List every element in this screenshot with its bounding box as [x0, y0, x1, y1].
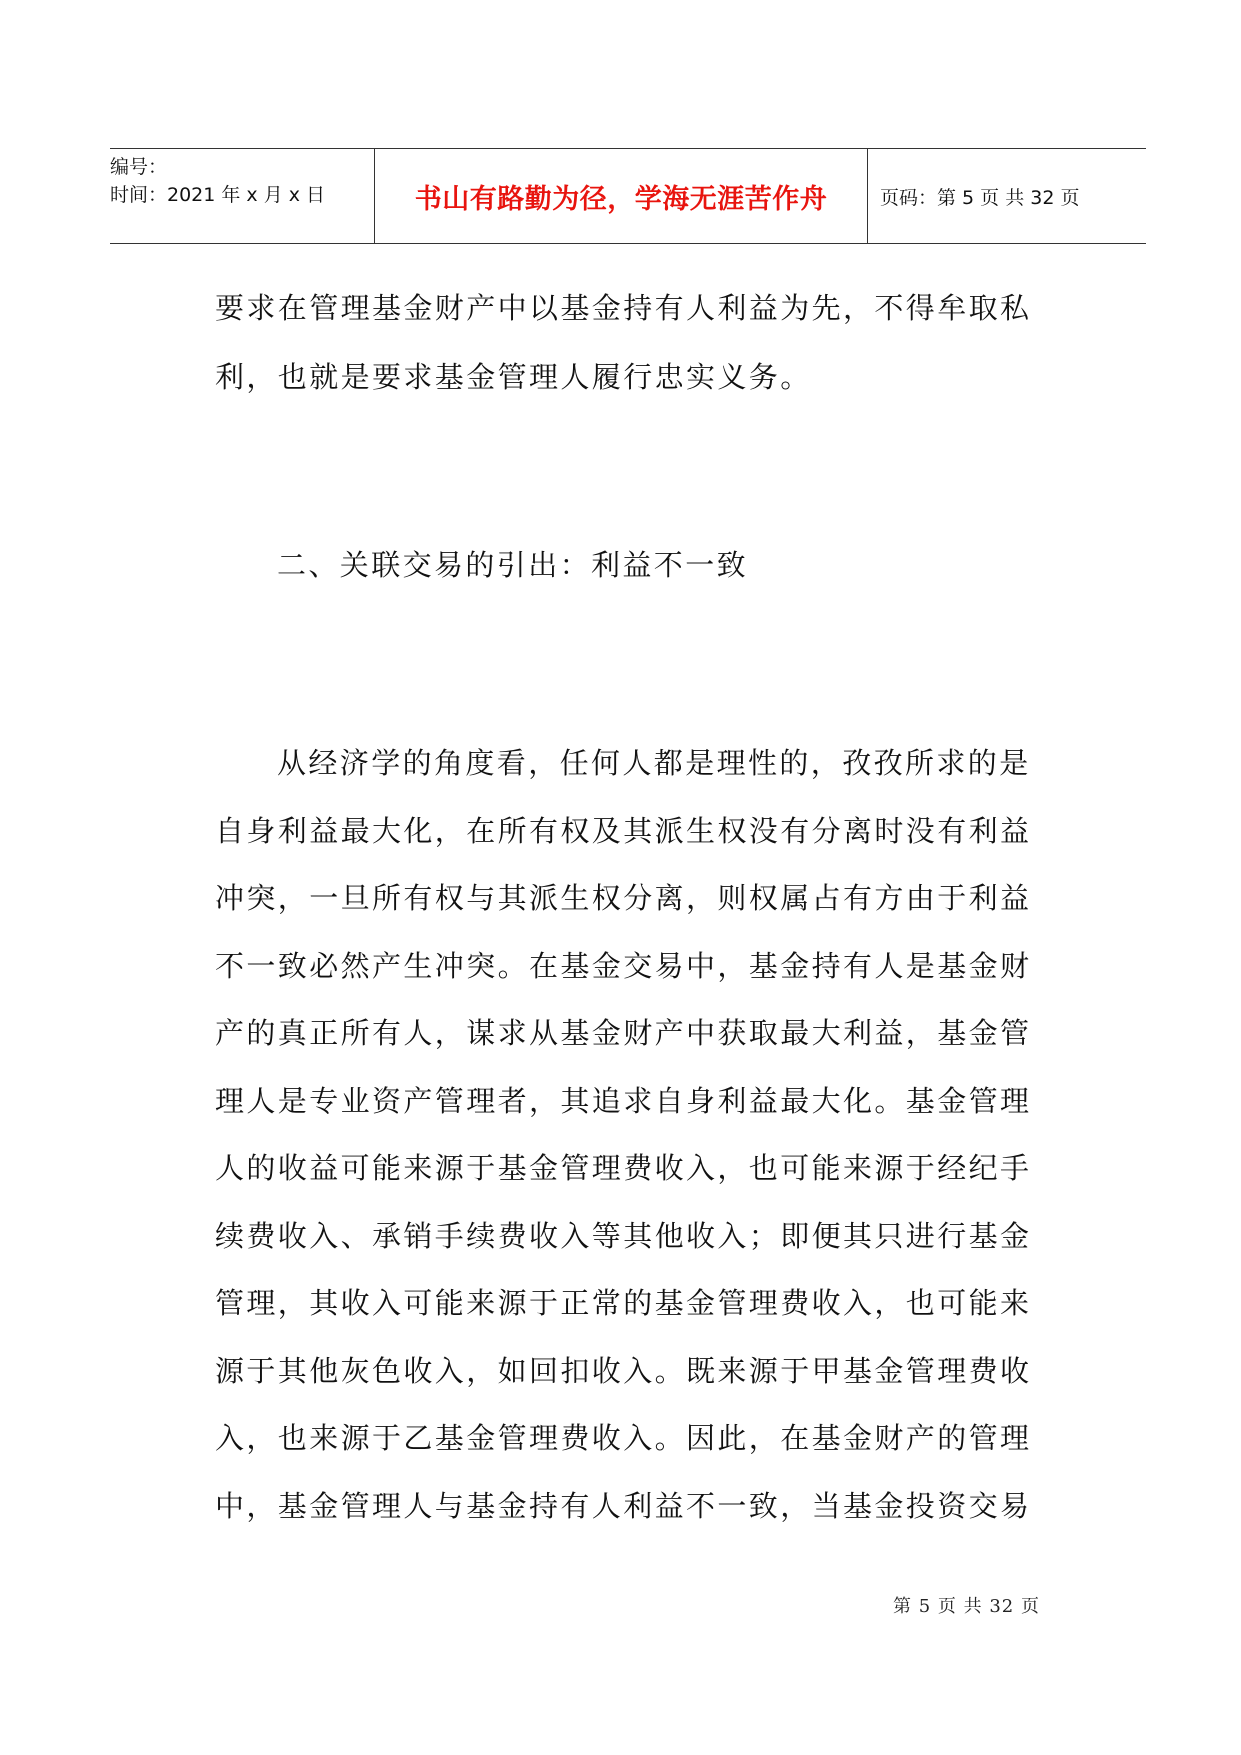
- header-motto-cell: [375, 149, 868, 243]
- document-number-label: 编号：: [110, 156, 168, 178]
- header-page-label: 页码：第 5 页 共 32 页: [880, 186, 1080, 209]
- header-motto: 书山有路勤为径，学海无涯苦作舟: [414, 183, 828, 215]
- page-footer: 第 5 页 共 32 页: [893, 1596, 1040, 1617]
- document-time-label: 时间：2021 年 x 月 x 日: [110, 184, 326, 206]
- paragraph-1: 要求在管理基金财产中以基金持有人利益为先，不得牟取私利，也就是要求基金管理人履行忠实义务。: [215, 291, 1032, 394]
- header-meta-cell: [110, 149, 375, 243]
- document-header: [110, 148, 1146, 244]
- header-page-cell: [868, 149, 1146, 243]
- section-heading: 二、关联交易的引出：利益不一致: [277, 548, 749, 582]
- paragraph-2: 从经济学的角度看，任何人都是理性的，孜孜所求的是自身利益最大化，在所有权及其派生权没有分离时没有利益冲突，一旦所有权与其派生权分离，则权属占有方由于利益不一致必然产生冲突。在基金交易中，基金持有人是基金财产的真正所有人，谋求从基金财产中获取最大利益，基金管理人是专业资产管理者，其追求自身利益最大化。基金管理人的收益可能来源于基金管理费收入，也可能来源于经纪手续费收入、承销手续费收入等其他收入；即便其只进行基金管理，其收入可能来源于正常的基金管理费收入，也可能来源于其他灰色收入，如回扣收入。既来源于甲基金管理费收入，也来源于乙基金管理费收入。因此，在基金财产的管理中，基金管理人与基金持有人利益不一致，当基金投资交易: [215, 746, 1032, 1523]
